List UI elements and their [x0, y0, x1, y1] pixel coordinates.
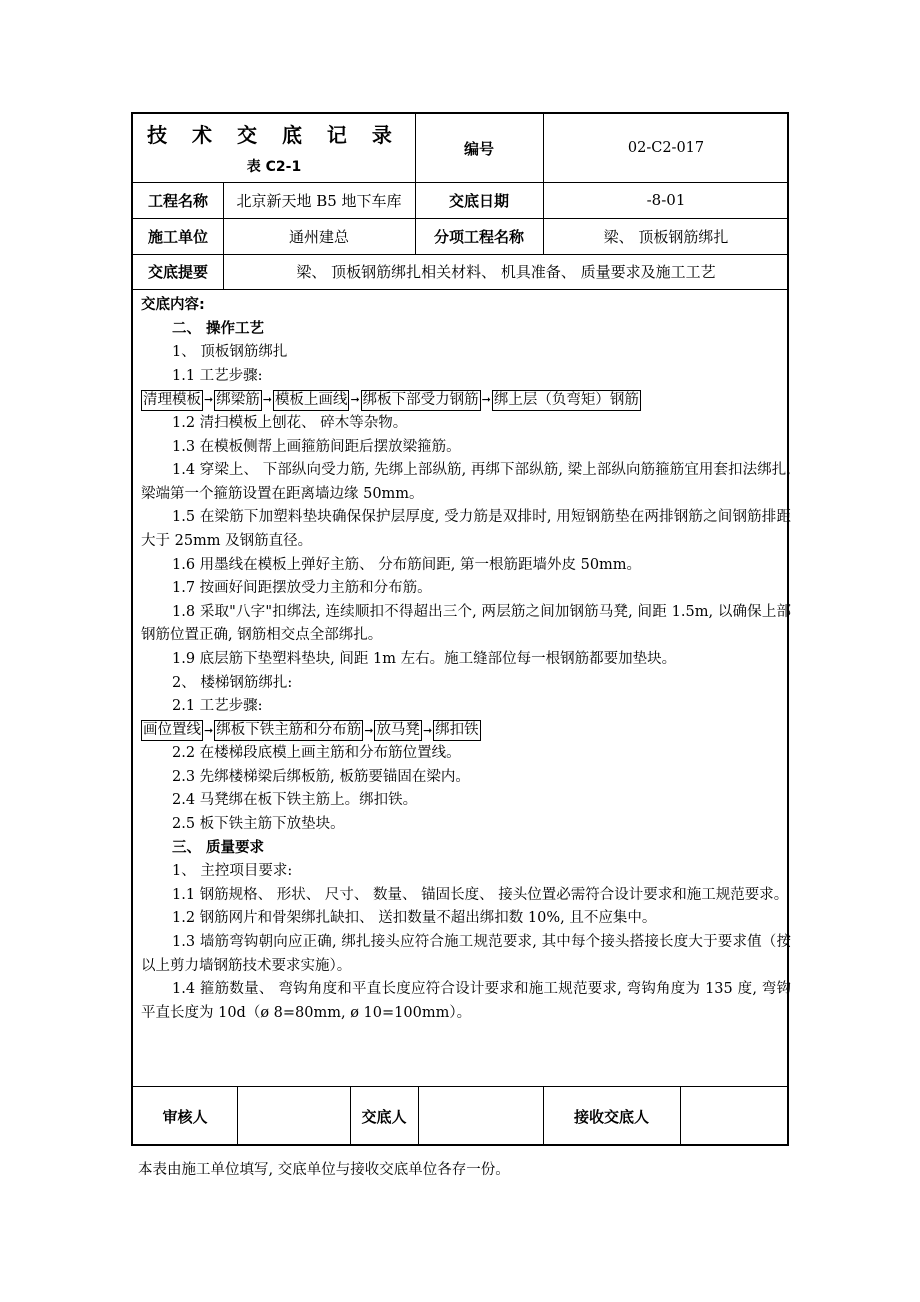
subitem-value: 梁、 顶板钢筋绑扎	[603, 227, 729, 246]
quality-item-1-2: 1.2 钢筋网片和骨架绑扎缺扣、 送扣数量不超出绑扣数 10%, 且不应集中。	[172, 910, 657, 927]
flow-step: 清理模板	[141, 390, 203, 411]
item-1-5: 1.5 在梁筋下加塑料垫块确保保护层厚度, 受力筋是双排时, 用短钢筋垫在两排钢筋之间钢筋排距大于 25mm 及钢筋直径。	[141, 509, 791, 549]
page-title: 技 术 交 底 记 录	[147, 122, 401, 147]
disclosure-content	[141, 294, 791, 1025]
item-1-8: 1.8 采取"八字"扣绑法, 连续顺扣不得超出三个, 两层筋之间加钢筋马凳, 间距 1.5m, 以确保上部钢筋位置正确, 钢筋相交点全部绑扎。	[141, 603, 791, 644]
section-quality-requirements: 三、 质量要求	[172, 839, 265, 856]
discloser-signature-field[interactable]	[418, 1086, 543, 1146]
arrow-right-icon: ➞	[262, 393, 272, 407]
quality-item-1-3: 1.3 墙筋弯钩朝向应正确, 绑扎接头应符合施工规范要求, 其中每个接头搭接长度大于要求值（按以上剪力墙钢筋技术要求实施）。	[141, 934, 791, 974]
item-1: 1、 顶板钢筋绑扎	[172, 344, 288, 361]
content-heading: 交底内容:	[141, 297, 205, 313]
flow-step: 绑板下铁主筋和分布筋	[214, 720, 363, 741]
unit-label: 施工单位	[147, 227, 208, 246]
flow-step: 绑板下部受力钢筋	[361, 390, 481, 411]
quality-item-1-1: 1.1 钢筋规格、 形状、 尺寸、 数量、 锚固长度、 接头位置必需符合设计要求和施工规范要求。	[172, 886, 789, 903]
quality-item-1: 1、 主控项目要求:	[172, 863, 293, 880]
item-1-7: 1.7 按画好间距摆放受力主筋和分布筋。	[172, 580, 432, 597]
receiver-label: 接收交底人	[573, 1107, 649, 1126]
flow-step: 绑扣铁	[433, 720, 481, 741]
item-1-3: 1.3 在模板侧帮上画箍筋间距后摆放梁箍筋。	[172, 438, 461, 455]
summary-value: 梁、 顶板钢筋绑扎相关材料、 机具准备、 质量要求及施工工艺	[296, 263, 716, 281]
date-value: -8-01	[646, 191, 686, 209]
arrow-right-icon: ➞	[204, 393, 214, 407]
item-2-2: 2.2 在楼梯段底模上画主筋和分布筋位置线。	[172, 745, 461, 762]
project-label: 工程名称	[147, 191, 208, 210]
item-2-3: 2.3 先绑楼梯梁后绑板筋, 板筋要锚固在梁内。	[172, 768, 470, 785]
reviewer-label: 审核人	[162, 1107, 208, 1126]
arrow-right-icon: ➞	[481, 393, 491, 407]
item-1-4: 1.4 穿梁上、 下部纵向受力筋, 先绑上部纵筋, 再绑下部纵筋, 梁上部纵向筋箍筋宜用套扣法绑扎, 梁端第一个箍筋设置在距离墙边缘 50mm。	[141, 462, 791, 502]
flow-step: 放马凳	[374, 720, 422, 741]
footnote: 本表由施工单位填写, 交底单位与接收交底单位各存一份。	[138, 1162, 510, 1178]
item-2-5: 2.5 板下铁主筋下放垫块。	[172, 816, 345, 833]
number-value: 02-C2-017	[627, 140, 705, 156]
process-flow-1	[141, 388, 791, 412]
title-cell	[133, 114, 415, 182]
flow-step: 画位置线	[141, 720, 203, 741]
receiver-signature-field[interactable]	[680, 1086, 789, 1146]
date-label: 交底日期	[448, 191, 509, 210]
item-1-9: 1.9 底层筋下垫塑料垫块, 间距 1m 左右。施工缝部位每一根钢筋都要加垫块。	[172, 650, 677, 667]
arrow-right-icon: ➞	[350, 393, 360, 407]
arrow-right-icon: ➞	[364, 723, 374, 737]
item-1-1: 1.1 工艺步骤:	[172, 367, 263, 384]
process-flow-2	[141, 719, 791, 743]
item-1-6: 1.6 用墨线在模板上弹好主筋、 分布筋间距, 第一根筋距墙外皮 50mm。	[172, 556, 642, 573]
arrow-right-icon: ➞	[422, 723, 433, 737]
project-value: 北京新天地 B5 地下车库	[236, 191, 402, 210]
quality-item-1-4: 1.4 箍筋数量、 弯钩角度和平直长度应符合设计要求和施工规范要求, 弯钩角度为 135 度, 弯钩平直长度为 10d（ø 8=80mm, ø 10=100mm）。	[141, 981, 791, 1021]
discloser-label: 交底人	[361, 1107, 407, 1126]
form-code: 表 C2-1	[246, 158, 302, 175]
item-2-4: 2.4 马凳绑在板下铁主筋上。绑扣铁。	[172, 792, 418, 809]
flow-step: 绑上层（负弯矩）钢筋	[492, 390, 641, 411]
flow-step: 模板上画线	[273, 390, 350, 411]
flow-step: 绑梁筋	[214, 390, 262, 411]
disclosure-record-table	[131, 112, 789, 1146]
subitem-label: 分项工程名称	[433, 227, 524, 246]
item-1-2: 1.2 清扫模板上刨花、 碎木等杂物。	[172, 414, 408, 431]
item-2: 2、 楼梯钢筋绑扎:	[172, 674, 293, 691]
reviewer-signature-field[interactable]	[237, 1086, 350, 1146]
item-2-1: 2.1 工艺步骤:	[172, 698, 263, 715]
number-label: 编号	[463, 139, 494, 158]
unit-value: 通州建总	[288, 227, 349, 246]
section-operation-process: 二、 操作工艺	[172, 320, 265, 337]
arrow-right-icon: ➞	[204, 723, 214, 737]
row-divider	[133, 289, 787, 290]
summary-label: 交底提要	[147, 263, 208, 281]
